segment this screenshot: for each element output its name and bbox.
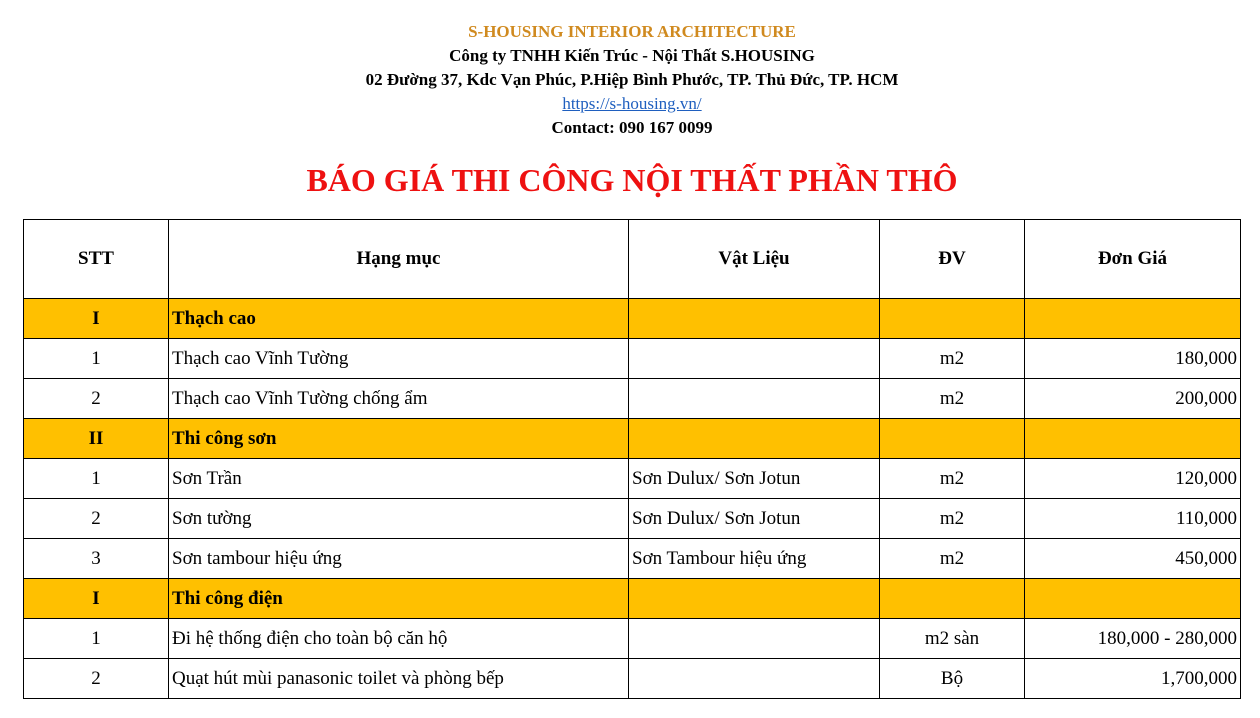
table-row bbox=[24, 499, 1241, 539]
section-row bbox=[24, 299, 1241, 339]
cell-item: Thi công điện bbox=[169, 579, 629, 619]
table-row bbox=[24, 659, 1241, 699]
cell-unit: m2 sàn bbox=[880, 619, 1025, 659]
page-title: BÁO GIÁ THI CÔNG NỘI THẤT PHẦN THÔ bbox=[306, 162, 958, 198]
column-header-material: Vật Liệu bbox=[629, 220, 880, 299]
cell-unit: m2 bbox=[880, 339, 1025, 379]
cell-unit bbox=[880, 299, 1025, 339]
cell-item: Quạt hút mùi panasonic toilet và phòng bếp bbox=[169, 659, 629, 699]
letterhead bbox=[0, 20, 1260, 140]
cell-stt: I bbox=[24, 579, 169, 619]
cell-price bbox=[1025, 419, 1241, 459]
cell-unit: m2 bbox=[880, 379, 1025, 419]
table-row bbox=[24, 379, 1241, 419]
company-name-vn: Công ty TNHH Kiến Trúc - Nội Thất S.HOUSING bbox=[449, 46, 815, 65]
cell-item: Thạch cao Vĩnh Tường bbox=[169, 339, 629, 379]
cell-material: Sơn Tambour hiệu ứng bbox=[629, 539, 880, 579]
section-row bbox=[24, 419, 1241, 459]
cell-material: Sơn Dulux/ Sơn Jotun bbox=[629, 459, 880, 499]
cell-price bbox=[1025, 579, 1241, 619]
table-row bbox=[24, 339, 1241, 379]
cell-stt: II bbox=[24, 419, 169, 459]
cell-material bbox=[629, 379, 880, 419]
cell-stt: 2 bbox=[24, 659, 169, 699]
cell-unit: Bộ bbox=[880, 659, 1025, 699]
cell-price: 1,700,000 bbox=[1025, 659, 1241, 699]
cell-stt: 1 bbox=[24, 339, 169, 379]
price-table bbox=[23, 219, 1241, 699]
cell-item: Sơn Trần bbox=[169, 459, 629, 499]
cell-item: Đi hệ thống điện cho toàn bộ căn hộ bbox=[169, 619, 629, 659]
cell-item: Sơn tambour hiệu ứng bbox=[169, 539, 629, 579]
column-header-item: Hạng mục bbox=[169, 220, 629, 299]
cell-price: 450,000 bbox=[1025, 539, 1241, 579]
table-body bbox=[24, 299, 1241, 699]
column-header-stt: STT bbox=[24, 220, 169, 299]
cell-unit bbox=[880, 419, 1025, 459]
cell-item: Thi công sơn bbox=[169, 419, 629, 459]
contact-phone: Contact: 090 167 0099 bbox=[551, 118, 713, 137]
website-link[interactable]: https://s-housing.vn/ bbox=[562, 94, 702, 113]
column-header-unit: ĐV bbox=[880, 220, 1025, 299]
cell-unit: m2 bbox=[880, 539, 1025, 579]
table-header-row bbox=[24, 220, 1241, 299]
cell-stt: 3 bbox=[24, 539, 169, 579]
table-row bbox=[24, 539, 1241, 579]
cell-material bbox=[629, 579, 880, 619]
cell-price: 180,000 bbox=[1025, 339, 1241, 379]
cell-stt: I bbox=[24, 299, 169, 339]
company-name-en: S-HOUSING INTERIOR ARCHITECTURE bbox=[468, 22, 796, 41]
cell-price: 200,000 bbox=[1025, 379, 1241, 419]
cell-price: 110,000 bbox=[1025, 499, 1241, 539]
cell-stt: 2 bbox=[24, 379, 169, 419]
cell-material: Sơn Dulux/ Sơn Jotun bbox=[629, 499, 880, 539]
cell-price: 120,000 bbox=[1025, 459, 1241, 499]
cell-item: Thạch cao Vĩnh Tường chống ẩm bbox=[169, 379, 629, 419]
cell-stt: 2 bbox=[24, 499, 169, 539]
cell-material bbox=[629, 299, 880, 339]
table-row bbox=[24, 619, 1241, 659]
cell-unit: m2 bbox=[880, 499, 1025, 539]
cell-unit: m2 bbox=[880, 459, 1025, 499]
table-row bbox=[24, 459, 1241, 499]
cell-item: Thạch cao bbox=[169, 299, 629, 339]
cell-price bbox=[1025, 299, 1241, 339]
cell-unit bbox=[880, 579, 1025, 619]
cell-material bbox=[629, 619, 880, 659]
section-row bbox=[24, 579, 1241, 619]
cell-price: 180,000 - 280,000 bbox=[1025, 619, 1241, 659]
cell-material bbox=[629, 419, 880, 459]
company-address: 02 Đường 37, Kdc Vạn Phúc, P.Hiệp Bình Phước, TP. Thủ Đức, TP. HCM bbox=[365, 70, 899, 89]
cell-stt: 1 bbox=[24, 459, 169, 499]
cell-item: Sơn tường bbox=[169, 499, 629, 539]
cell-material bbox=[629, 339, 880, 379]
cell-material bbox=[629, 659, 880, 699]
column-header-price: Đơn Giá bbox=[1025, 220, 1241, 299]
cell-stt: 1 bbox=[24, 619, 169, 659]
